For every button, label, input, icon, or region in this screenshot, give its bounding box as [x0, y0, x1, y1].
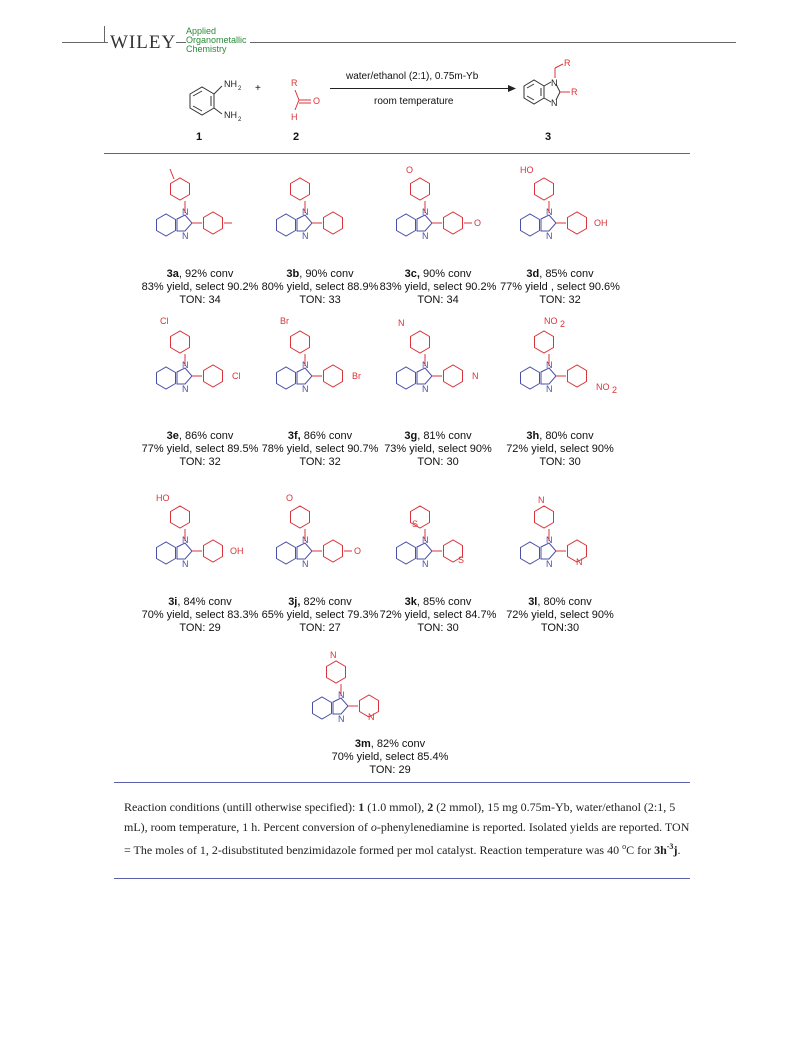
ton: TON: 34 — [417, 294, 459, 306]
n2-label: N — [182, 231, 189, 241]
compound-id: 3c, — [404, 268, 420, 280]
s-atom: S — [458, 555, 465, 565]
o-sub-top: O — [406, 165, 414, 175]
caption-line-1 — [470, 430, 650, 443]
br-sub-top: Br — [280, 316, 289, 326]
conversion: 82% conv — [300, 596, 352, 608]
ho-sub-top: HO — [520, 165, 534, 175]
compound-10-structure — [272, 493, 402, 588]
conversion: , 84% conv — [177, 596, 232, 608]
compound-3-structure — [392, 165, 522, 260]
s-atom-top: S — [412, 519, 419, 529]
cl-sub: Cl — [232, 371, 241, 381]
n2-label: N — [422, 384, 429, 394]
compound-7-structure — [392, 318, 522, 413]
conditions-bottom: room temperature — [374, 96, 454, 107]
n1-label: N — [546, 207, 553, 217]
fn-sup1: o — [622, 842, 627, 851]
conversion: , 82% conv — [370, 738, 426, 750]
yield-select: 72% yield, select 90% — [506, 609, 614, 621]
n-sub-top: N — [398, 318, 405, 328]
conversion: , 80% conv — [539, 430, 594, 442]
n1-label: N — [422, 535, 429, 545]
top-rule — [104, 153, 690, 154]
product-r2: R — [571, 87, 578, 97]
py-n: N — [368, 712, 375, 722]
nh2-top-sub: 2 — [238, 86, 242, 92]
label-2: 2 — [293, 131, 300, 143]
fn-b3: 3h — [654, 843, 667, 857]
compound-8-structure — [516, 318, 646, 413]
nh2-bottom: NH — [224, 110, 237, 120]
conversion: , 80% conv — [537, 596, 592, 608]
aldehyde-h: H — [291, 112, 298, 122]
n2-label: N — [302, 384, 309, 394]
compound-12-caption — [470, 596, 650, 635]
mid-rule — [114, 782, 690, 783]
product-structure — [518, 60, 608, 120]
n1-label: N — [546, 535, 553, 545]
br-sub: Br — [352, 371, 361, 381]
n2-label: N — [338, 714, 345, 724]
journal-line-2: Organometallic — [186, 35, 247, 45]
n1-label: N — [422, 360, 429, 370]
compound-id: 3k — [404, 596, 417, 608]
o-sub: O — [474, 218, 482, 228]
compound-9-structure — [152, 493, 282, 588]
yield-select: 83% yield, select 90.2% — [379, 281, 497, 293]
header-rule-mid — [176, 42, 186, 43]
conversion: 86% conv — [300, 430, 353, 442]
conditions-top: water/ethanol (2:1), 0.75m-Yb — [346, 71, 479, 82]
compound-4-caption — [470, 268, 650, 307]
yield-select: 77% yield , select 90.6% — [500, 281, 620, 293]
compound-13-structure — [308, 648, 438, 743]
ton: TON: 29 — [369, 764, 411, 776]
yield-select: 65% yield, select 79.3% — [261, 609, 379, 621]
fn-sup2: -3 — [666, 842, 674, 851]
ho-sub-top: HO — [156, 493, 170, 503]
ton: TON: 32 — [299, 456, 341, 468]
label-1: 1 — [196, 131, 203, 143]
yield-select: 70% yield, select 83.3% — [141, 609, 259, 621]
n2-label: N — [302, 231, 309, 241]
journal-name — [186, 27, 247, 54]
compound-2-structure — [272, 165, 402, 260]
n2-label: N — [546, 559, 553, 569]
compound-6-structure — [272, 318, 402, 413]
journal-line-3: Chemistry — [186, 44, 227, 54]
o-sub-top: O — [286, 493, 294, 503]
arrow-head — [508, 84, 518, 94]
compound-5-structure — [152, 318, 282, 413]
compound-13-caption — [300, 738, 480, 777]
yield-select: 70% yield, select 85.4% — [331, 751, 449, 763]
oh-sub: OH — [594, 218, 608, 228]
fn-t1: Reaction conditions (untill otherwise specified): — [124, 800, 359, 814]
publisher-logo: WILEY — [110, 32, 177, 53]
cl-sub-top: Cl — [160, 316, 169, 326]
product-n1: N — [551, 78, 558, 88]
fn-t3: (2 mmol), 15 mg 0.75m-Yb, water/ethanol (2:1, 5 mL), room temperature, 1 h. Percent conversion of — [124, 800, 676, 834]
compound-id: 3m — [354, 738, 371, 750]
n1-label: N — [182, 360, 189, 370]
compound-id: 3b — [286, 268, 300, 280]
ton: TON: 29 — [179, 622, 221, 634]
bottom-rule — [114, 878, 690, 879]
conversion: , 90% conv — [299, 268, 354, 280]
ton: TON: 27 — [299, 622, 341, 634]
header-rule-left — [62, 42, 108, 43]
ton: TON: 30 — [539, 456, 581, 468]
oh-sub: OH — [230, 546, 244, 556]
ton: TON: 32 — [539, 294, 581, 306]
no2-sub-top-2: 2 — [560, 319, 566, 329]
n1-label: N — [182, 207, 189, 217]
ton: TON: 33 — [299, 294, 341, 306]
aldehyde-o: O — [313, 96, 321, 106]
ton: TON: 34 — [179, 294, 221, 306]
n2-label: N — [182, 384, 189, 394]
yield-select: 78% yield, select 90.7% — [261, 443, 379, 455]
compound-id: 3e — [166, 430, 179, 442]
plus-sign: + — [255, 83, 261, 94]
compound-1-structure — [152, 165, 282, 260]
n2-label: N — [422, 231, 429, 241]
product-r1: R — [564, 58, 571, 68]
fn-t6: . — [677, 843, 681, 857]
ton: TON:30 — [540, 622, 580, 634]
header-rule-right — [250, 42, 736, 43]
conversion: , 92% conv — [178, 268, 234, 280]
conversion: , 81% conv — [417, 430, 472, 442]
compound-id: 3h — [526, 430, 540, 442]
compound-id: 3d — [526, 268, 540, 280]
conversion: 90% conv — [419, 268, 472, 280]
fn-b1: 1 — [358, 800, 365, 814]
py-n-top: N — [330, 650, 337, 660]
yield-select: 72% yield, select 90% — [506, 443, 614, 455]
conversion: , 85% conv — [539, 268, 594, 280]
py-n-top: N — [538, 495, 545, 505]
o-sub: O — [354, 546, 362, 556]
caption-line-1 — [470, 268, 650, 281]
caption-line-1 — [300, 738, 480, 751]
yield-select: 83% yield, select 90.2% — [141, 281, 259, 293]
footnote — [124, 797, 690, 860]
header-tick — [104, 26, 105, 42]
n1-label: N — [302, 535, 309, 545]
reagent-1-structure — [180, 72, 260, 132]
no2-sub-2: 2 — [612, 385, 618, 395]
n1-label: N — [338, 690, 345, 700]
n2-label: N — [302, 559, 309, 569]
yield-select: 80% yield, select 88.9% — [261, 281, 379, 293]
yield-select: 72% yield, select 84.7% — [379, 609, 497, 621]
compound-id: 3l — [528, 596, 538, 608]
fn-t4: -phenylenediamine is reported. Isolated yields are reported. TON = The moles of 1, 2-disubstituted benzimidazole formed per mol catalyst. Reaction temperature was 40 — [124, 820, 690, 857]
n2-label: N — [546, 384, 553, 394]
compound-12-structure — [516, 493, 646, 588]
fn-t5: C for — [626, 843, 655, 857]
py-n: N — [576, 557, 583, 567]
conversion: , 85% conv — [416, 596, 472, 608]
n1-label: N — [546, 360, 553, 370]
n2-label: N — [546, 231, 553, 241]
reaction-arrow — [330, 88, 510, 89]
product-n2: N — [551, 98, 558, 108]
compound-id: 3f, — [287, 430, 301, 442]
caption-line-1 — [470, 596, 650, 609]
compound-8-caption — [470, 430, 650, 469]
journal-line-1: Applied — [186, 26, 217, 36]
compound-11-structure — [392, 493, 522, 588]
compound-id: 3a — [166, 268, 179, 280]
yield-select: 73% yield, select 90% — [384, 443, 492, 455]
nh2-top: NH — [224, 79, 237, 89]
n-sub: N — [472, 371, 479, 381]
fn-i1: o — [370, 820, 377, 834]
n1-label: N — [182, 535, 189, 545]
no2-sub: NO — [596, 382, 610, 392]
label-3: 3 — [545, 131, 552, 143]
n1-label: N — [302, 360, 309, 370]
compound-id: 3g — [404, 430, 418, 442]
n2-label: N — [182, 559, 189, 569]
ton: TON: 30 — [417, 622, 459, 634]
n1-label: N — [422, 207, 429, 217]
yield-select: 77% yield, select 89.5% — [141, 443, 259, 455]
fn-b4: j — [673, 843, 678, 857]
nh2-bottom-sub: 2 — [238, 117, 242, 123]
reagent-2-structure — [283, 76, 333, 136]
compound-id: 3j, — [288, 596, 301, 608]
conversion: , 86% conv — [178, 430, 234, 442]
n2-label: N — [422, 559, 429, 569]
n1-label: N — [302, 207, 309, 217]
ton: TON: 32 — [179, 456, 221, 468]
fn-b2: 2 — [427, 800, 434, 814]
fn-t2: (1.0 mmol), — [364, 800, 428, 814]
aldehyde-r: R — [291, 78, 298, 88]
no2-sub-top: NO — [544, 316, 558, 326]
compound-4-structure — [516, 165, 646, 260]
ton: TON: 30 — [417, 456, 459, 468]
compound-id: 3i — [168, 596, 178, 608]
